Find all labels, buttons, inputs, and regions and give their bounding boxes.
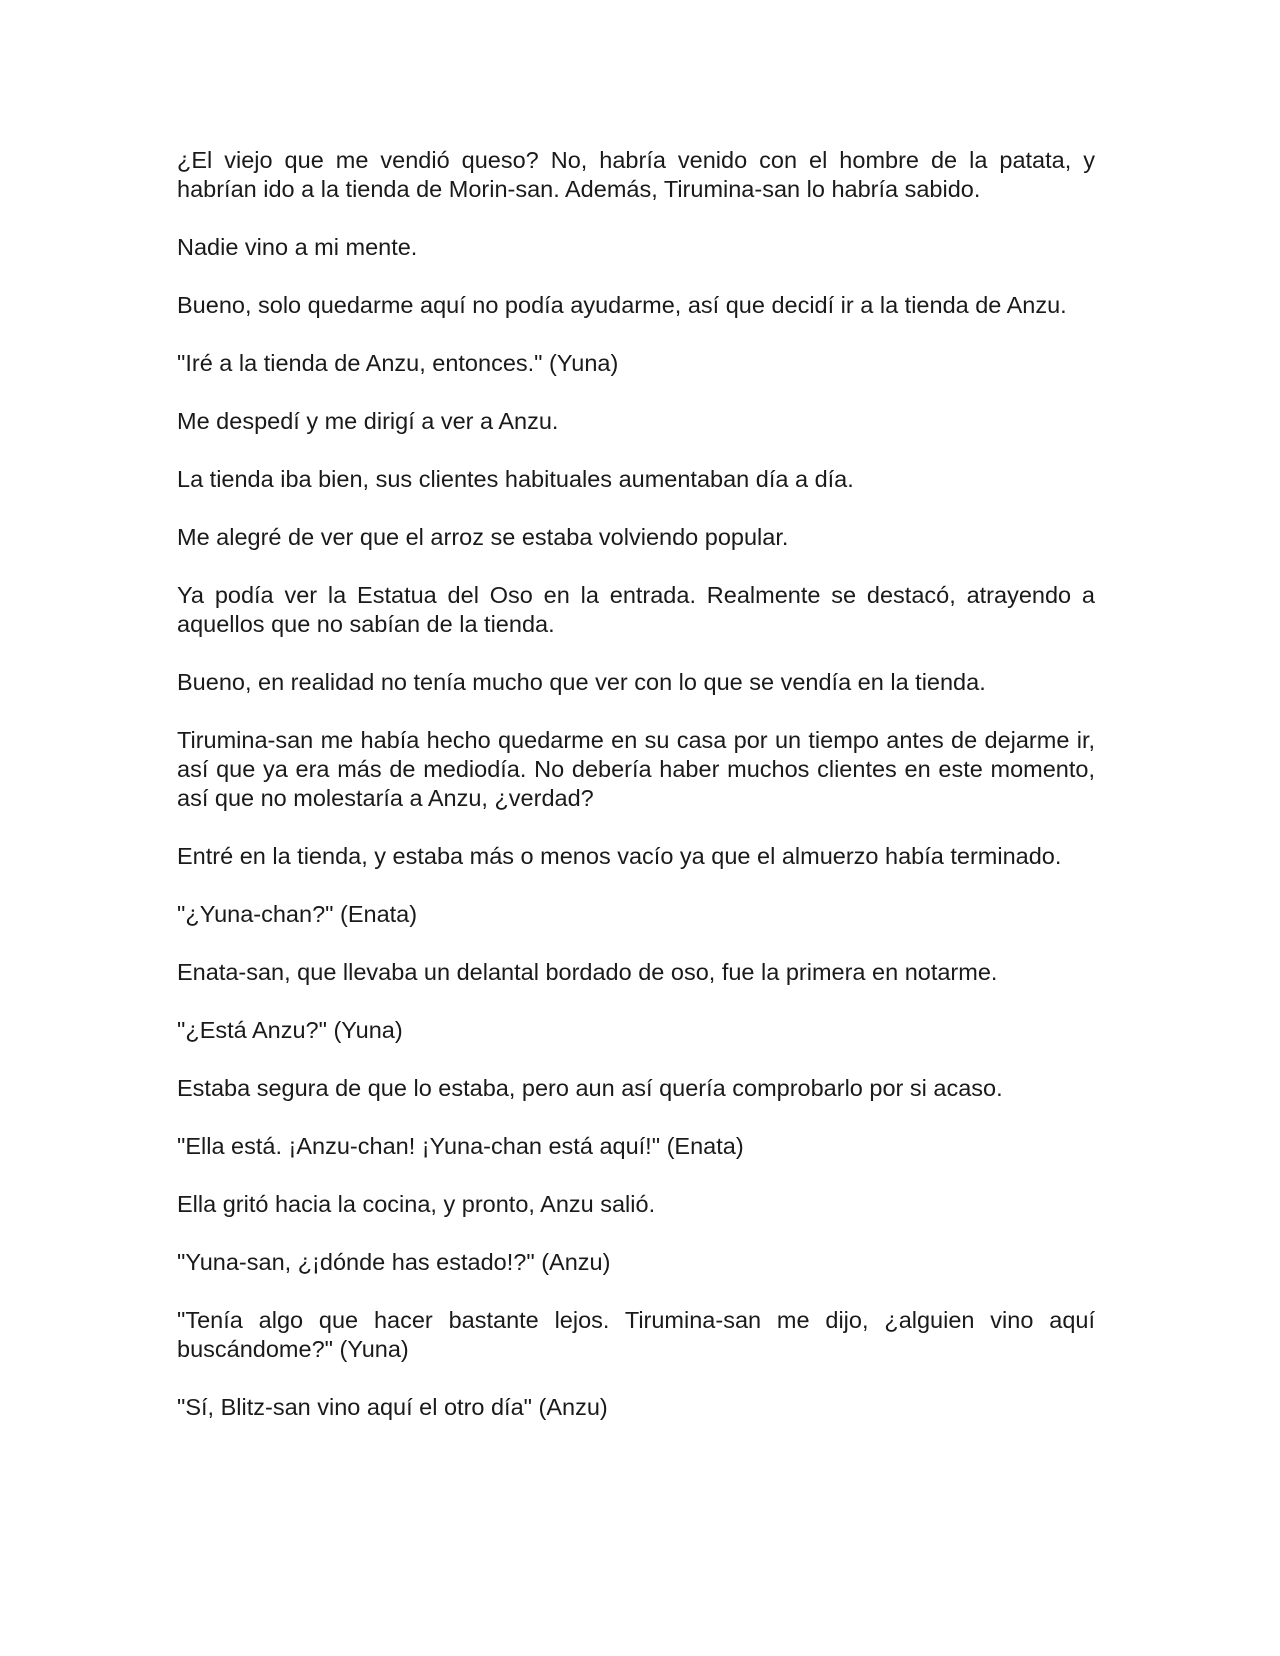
paragraph: Nadie vino a mi mente.	[177, 234, 418, 260]
paragraph: "¿Yuna-chan?" (Enata)	[177, 901, 418, 927]
paragraph: "Sí, Blitz-san vino aquí el otro día" (Anzu)	[177, 1394, 608, 1420]
paragraph: Ya podía ver la Estatua del Oso en la entrada. Realmente se destacó, atrayendo a aquellos que no sabían de la tienda.	[177, 582, 1095, 637]
document-body	[177, 146, 1095, 1451]
paragraph: "Yuna-san, ¿¡dónde has estado!?" (Anzu)	[177, 1249, 611, 1275]
paragraph: "Iré a la tienda de Anzu, entonces." (Yuna)	[177, 350, 619, 376]
paragraph: ¿El viejo que me vendió queso? No, habría venido con el hombre de la patata, y habrían ido a la tienda de Morin-san. Además, Tirumina-san lo habría sabido.	[177, 147, 1095, 202]
paragraph: Bueno, en realidad no tenía mucho que ver con lo que se vendía en la tienda.	[177, 669, 986, 695]
paragraph: Tirumina-san me había hecho quedarme en su casa por un tiempo antes de dejarme ir, así que ya era más de mediodía. No debería haber muchos clientes en este momento, así que no molestaría a Anzu, ¿verdad?	[177, 727, 1095, 811]
paragraph: "Ella está. ¡Anzu-chan! ¡Yuna-chan está aquí!" (Enata)	[177, 1133, 744, 1159]
paragraph: La tienda iba bien, sus clientes habituales aumentaban día a día.	[177, 466, 854, 492]
paragraph: Ella gritó hacia la cocina, y pronto, Anzu salió.	[177, 1191, 656, 1217]
paragraph: Bueno, solo quedarme aquí no podía ayudarme, así que decidí ir a la tienda de Anzu.	[177, 292, 1067, 318]
paragraph: Entré en la tienda, y estaba más o menos vacío ya que el almuerzo había terminado.	[177, 843, 1062, 869]
paragraph: Enata-san, que llevaba un delantal bordado de oso, fue la primera en notarme.	[177, 959, 998, 985]
paragraph: Me alegré de ver que el arroz se estaba volviendo popular.	[177, 524, 789, 550]
paragraph: "Tenía algo que hacer bastante lejos. Tirumina-san me dijo, ¿alguien vino aquí buscándome?" (Yuna)	[177, 1307, 1095, 1362]
paragraph: Estaba segura de que lo estaba, pero aun así quería comprobarlo por si acaso.	[177, 1075, 1003, 1101]
paragraph: "¿Está Anzu?" (Yuna)	[177, 1017, 403, 1043]
paragraph: Me despedí y me dirigí a ver a Anzu.	[177, 408, 559, 434]
